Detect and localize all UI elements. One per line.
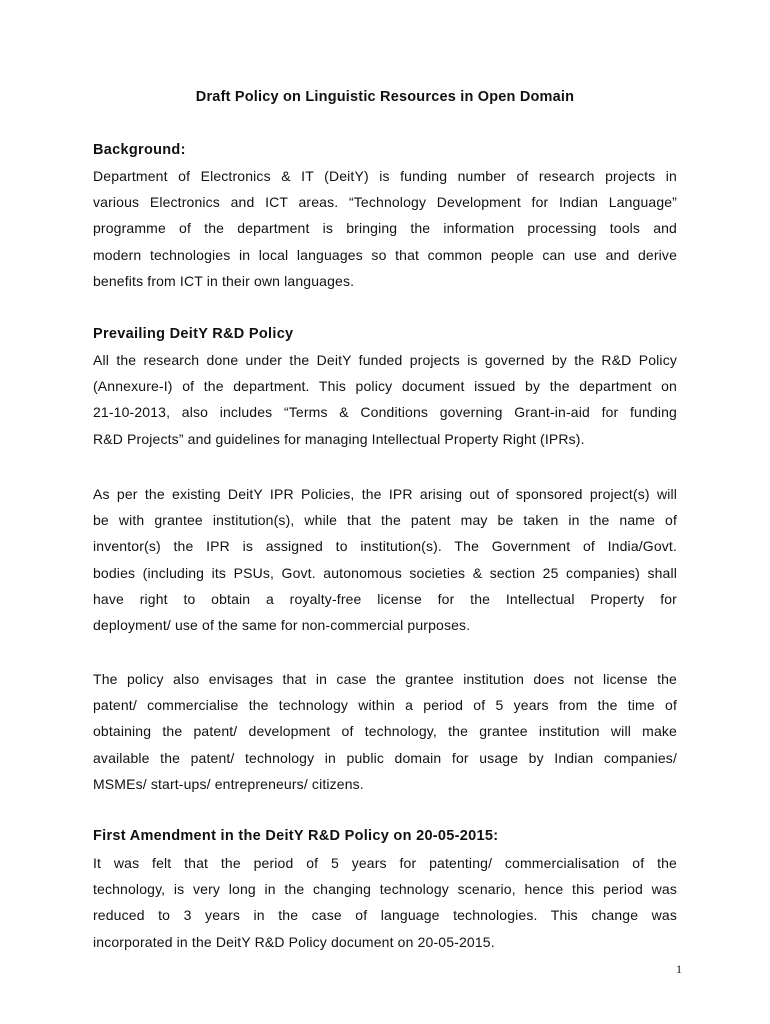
paragraph-prevailing-policy-1 xyxy=(93,347,677,452)
paragraph-line: deployment/ use of the same for non-commercial purposes. xyxy=(93,616,471,633)
paragraph-line: inventor(s) the IPR is assigned to institution(s). The Government of India/Govt. xyxy=(93,538,677,555)
paragraph-line: reduced to 3 years in the case of language technologies. This change was xyxy=(93,907,677,924)
paragraph-line: modern technologies in local languages so that common people can use and derive xyxy=(93,246,677,263)
paragraph-line: MSMEs/ start-ups/ entrepreneurs/ citizens. xyxy=(93,775,364,792)
paragraph-line: As per the existing DeitY IPR Policies, the IPR arising out of sponsored project(s) will xyxy=(93,486,677,502)
paragraph-line: patent/ commercialise the technology within a period of 5 years from the time of xyxy=(93,697,677,714)
paragraph-line: various Electronics and ICT areas. “Technology Development for Indian Language” xyxy=(93,194,677,211)
document-title: Draft Policy on Linguistic Resources in Open Domain xyxy=(195,89,575,105)
page-number: 1 xyxy=(676,962,682,976)
paragraph-line: programme of the department is bringing the information processing tools and xyxy=(93,220,677,237)
section-heading-first-amendment: First Amendment in the DeitY R&D Policy on 20-05-2015: xyxy=(93,828,499,844)
paragraph-line: All the research done under the DeitY funded projects is governed by the R&D Policy xyxy=(93,352,677,368)
paragraph-prevailing-policy-3 xyxy=(93,666,677,797)
paragraph-line: Department of Electronics & IT (DeitY) is funding number of research projects in xyxy=(93,168,677,184)
paragraph-line: technology, is very long in the changing technology scenario, hence this period was xyxy=(93,881,677,898)
section-heading-prevailing-policy: Prevailing DeitY R&D Policy xyxy=(93,326,294,342)
paragraph-line: be with grantee institution(s), while that the patent may be taken in the name of xyxy=(93,512,677,529)
paragraph-line: incorporated in the DeitY R&D Policy document on 20-05-2015. xyxy=(93,933,495,950)
paragraph-line: It was felt that the period of 5 years for patenting/ commercialisation of the xyxy=(93,855,677,871)
paragraph-line: benefits from ICT in their own languages. xyxy=(93,272,355,289)
paragraph-line: bodies (including its PSUs, Govt. autonomous societies & section 25 companies) shall xyxy=(93,564,677,581)
paragraph-line: available the patent/ technology in public domain for usage by Indian companies/ xyxy=(93,749,677,766)
paragraph-line: obtaining the patent/ development of technology, the grantee institution will make xyxy=(93,723,677,740)
paragraph-first-amendment xyxy=(93,850,677,955)
paragraph-line: (Annexure-I) of the department. This policy document issued by the department on xyxy=(93,378,677,395)
paragraph-line: have right to obtain a royalty-free license for the Intellectual Property for xyxy=(93,590,677,607)
paragraph-line: 21-10-2013, also includes “Terms & Conditions governing Grant-in-aid for funding xyxy=(93,404,677,421)
paragraph-prevailing-policy-2 xyxy=(93,481,677,638)
paragraph-background xyxy=(93,163,677,294)
paragraph-line: R&D Projects” and guidelines for managing Intellectual Property Right (IPRs). xyxy=(93,430,585,447)
section-heading-background: Background: xyxy=(93,142,186,158)
paragraph-line: The policy also envisages that in case the grantee institution does not license the xyxy=(93,671,677,687)
